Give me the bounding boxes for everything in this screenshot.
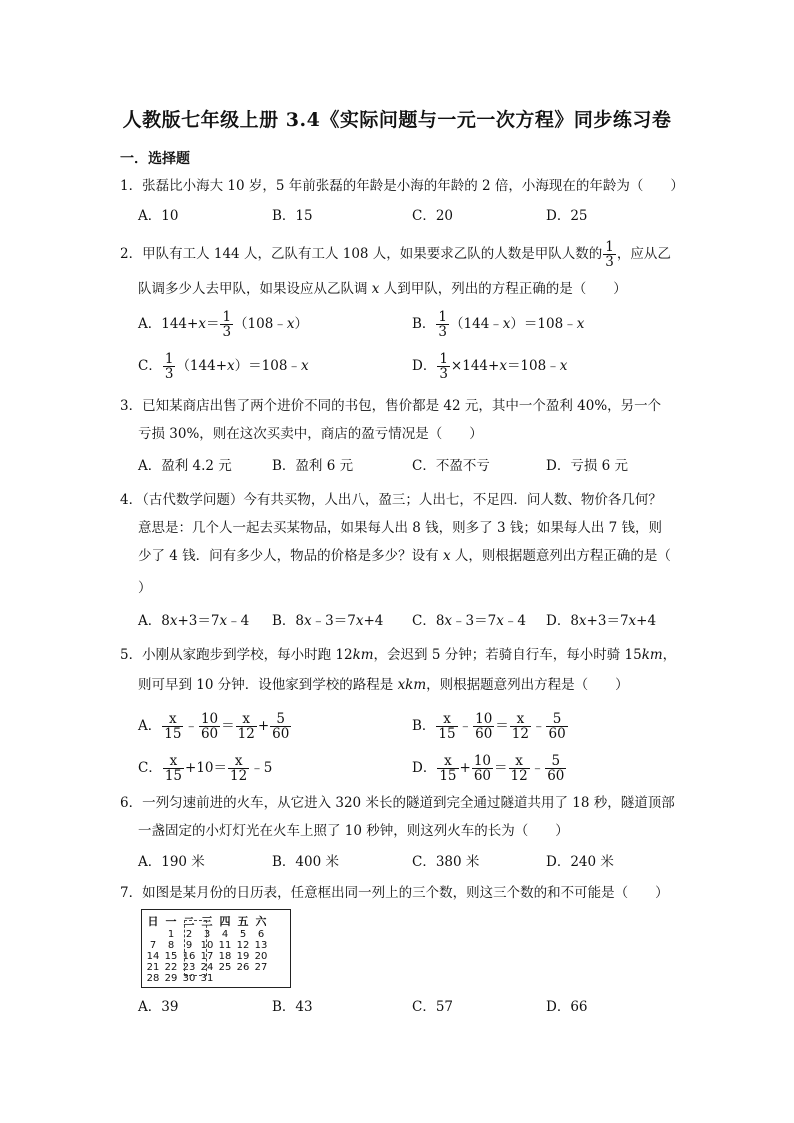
- calendar-row: [144, 940, 270, 951]
- calendar-cell: [216, 973, 234, 984]
- calendar-cell: 11: [218, 940, 232, 951]
- calendar-cell: 2: [185, 929, 193, 940]
- calendar-row: [144, 973, 270, 984]
- calendar-cell: [252, 973, 270, 984]
- q4-option-c: C．8x﹣3＝7x﹣4: [412, 613, 526, 629]
- q5-option-d: D． $\frac{x}{15}$ + $\frac{10}{60}$ ＝ $\frac{x}{12}$ ﹣ $\frac{5}{60}$: [412, 753, 565, 785]
- q4-option-a: A．8x+3＝7x﹣4: [138, 613, 250, 629]
- calendar-cell: [144, 929, 162, 940]
- calendar-cell: 12: [236, 940, 250, 951]
- calendar-grid: [144, 913, 270, 984]
- calendar-cell: 7: [149, 940, 157, 951]
- q3-option-d: D．亏损 6 元: [546, 458, 628, 474]
- q1-option-b: B．15: [272, 208, 313, 224]
- question-2-line-2: 队调多少人去甲队，如果设应从乙队调 x 人到甲队，列出的方程正确的是（ ）: [138, 281, 627, 297]
- calendar-table: [141, 909, 291, 988]
- question-4-line-4: ）: [138, 580, 152, 596]
- calendar-row: [144, 951, 270, 962]
- calendar-cell: 19: [236, 951, 250, 962]
- calendar-cell: 27: [254, 962, 268, 973]
- calendar-cell: 22: [164, 962, 178, 973]
- calendar-row: [144, 962, 270, 973]
- question-6-line-2: 一盏固定的小灯灯光在火车上照了 10 秒钟，则这列火车的长为（ ）: [138, 823, 569, 839]
- question-4-line-3: 少了 4 钱．问有多少人，物品的价格是多少？设有 x 人，则根据题意列出方程正确的是（: [138, 548, 671, 564]
- q5-option-a: A． $\frac{x}{15}$ ﹣ $\frac{10}{60}$ ＝ $\frac{x}{12}$ + $\frac{5}{60}$: [138, 711, 290, 743]
- calendar-cell: 5: [239, 929, 247, 940]
- calendar-cell: 23: [182, 962, 196, 973]
- q6-option-c: C．380 米: [412, 854, 480, 870]
- calendar-cell: 9: [185, 940, 193, 951]
- q3-option-b: B．盈利 6 元: [272, 458, 354, 474]
- q7-option-b: B．43: [272, 999, 313, 1015]
- q5-option-c: C． $\frac{x}{15}$ +10＝ $\frac{x}{12}$ ﹣5: [138, 753, 273, 785]
- q4-option-d: D．8x+3＝7x+4: [546, 613, 657, 629]
- calendar-cell: 29: [164, 973, 178, 984]
- q7-option-a: A．39: [138, 999, 179, 1015]
- calendar-cell: 10: [200, 940, 214, 951]
- calendar-header: 三: [201, 915, 213, 928]
- calendar-header: 二: [183, 915, 195, 928]
- calendar-cell: 28: [146, 973, 160, 984]
- calendar-cell: 1: [167, 929, 175, 940]
- question-4-line-1: 4．（古代数学问题）今有共买物，人出八，盈三；人出七，不足四．问人数、物价各几何？: [120, 492, 662, 508]
- calendar-cell: 3: [203, 929, 211, 940]
- calendar-cell: 21: [146, 962, 160, 973]
- calendar-header: 四: [219, 915, 231, 928]
- q7-option-c: C．57: [412, 999, 454, 1015]
- question-6-line-1: 6．一列匀速前进的火车，从它进入 320 米长的隧道到完全通过隧道共用了 18 秒，隧道顶部: [120, 795, 675, 811]
- q6-option-b: B．400 米: [272, 854, 339, 870]
- calendar-cell: 4: [221, 929, 229, 940]
- fraction: $\frac{1}{3}$: [605, 239, 614, 271]
- calendar-dashed-frame: [184, 920, 207, 976]
- question-2-line-1: 2．甲队有工人 144 人，乙队有工人 108 人，如果要求乙队的人数是甲队人数的 $\frac{1}{3}$ ，应从乙: [120, 239, 671, 271]
- calendar-cell: 16: [182, 951, 196, 962]
- q7-option-d: D．66: [546, 999, 588, 1015]
- calendar-cell: 24: [200, 962, 214, 973]
- question-5-line-1: 5．小刚从家跑步到学校，每小时跑 12km，会迟到 5 分钟；若骑自行车，每小时骑 15km，: [120, 647, 677, 663]
- calendar-cell: 13: [254, 940, 268, 951]
- calendar-header: 六: [255, 915, 267, 928]
- page-title: 人教版七年级上册 3.4《实际问题与一元一次方程》同步练习卷: [122, 109, 672, 131]
- calendar-cell: 17: [200, 951, 214, 962]
- question-3-line-1: 3．已知某商店出售了两个进价不同的书包，售价都是 42 元，其中一个盈利 40%，另一个: [120, 398, 662, 414]
- calendar-header: 一: [165, 915, 177, 928]
- q2-option-d: D． $\frac{1}{3}$ ×144+x＝108﹣x: [412, 351, 568, 383]
- calendar-cell: 20: [254, 951, 268, 962]
- calendar-cell: 15: [164, 951, 178, 962]
- calendar-cell: 8: [167, 940, 175, 951]
- q6-option-a: A．190 米: [138, 854, 205, 870]
- calendar-header: 五: [237, 915, 249, 928]
- q4-option-b: B．8x﹣3＝7x+4: [272, 613, 384, 629]
- q2-option-c: C． $\frac{1}{3}$ （144+x）＝108﹣x: [138, 351, 309, 383]
- q3-option-c: C．不盈不亏: [412, 458, 490, 474]
- question-1-stem: 1．张磊比小海大 10 岁，5 年前张磊的年龄是小海的年龄的 2 倍，小海现在的年龄为（ ）: [120, 178, 684, 194]
- calendar-header: 日: [147, 915, 159, 928]
- question-7-stem: 7．如图是某月份的日历表，任意框出同一列上的三个数，则这三个数的和不可能是（ ）: [120, 885, 669, 901]
- q5-option-b: B． $\frac{x}{15}$ ﹣ $\frac{10}{60}$ ＝ $\frac{x}{12}$ ﹣ $\frac{5}{60}$: [412, 711, 566, 743]
- question-4-line-2: 意思是：几个人一起去买某物品，如果每人出 8 钱，则多了 3 钱；如果每人出 7 钱，则: [138, 520, 663, 536]
- q2-option-b: B． $\frac{1}{3}$ （144﹣x）＝108﹣x: [412, 309, 585, 341]
- calendar-cell: 31: [200, 973, 214, 984]
- calendar-row: [144, 929, 270, 940]
- q1-option-d: D．25: [546, 208, 588, 224]
- q3-option-a: A．盈利 4.2 元: [138, 458, 232, 474]
- q2-option-a: A．144+x＝ $\frac{1}{3}$ （108﹣x）: [138, 309, 308, 341]
- calendar-cell: 26: [236, 962, 250, 973]
- calendar-cell: [234, 973, 252, 984]
- calendar-cell: 30: [182, 973, 196, 984]
- section-heading: 一．选择题: [120, 151, 190, 167]
- q1-option-a: A．10: [138, 208, 179, 224]
- calendar-cell: 6: [257, 929, 265, 940]
- calendar-cell: 25: [218, 962, 232, 973]
- question-3-line-2: 亏损 30%，则在这次买卖中，商店的盈亏情况是（ ）: [138, 426, 483, 442]
- calendar-cell: 14: [146, 951, 160, 962]
- q6-option-d: D．240 米: [546, 854, 614, 870]
- question-5-line-2: 则可早到 10 分钟．设他家到学校的路程是 xkm，则根据题意列出方程是（ ）: [138, 677, 629, 693]
- calendar-cell: 18: [218, 951, 232, 962]
- q1-option-c: C．20: [412, 208, 454, 224]
